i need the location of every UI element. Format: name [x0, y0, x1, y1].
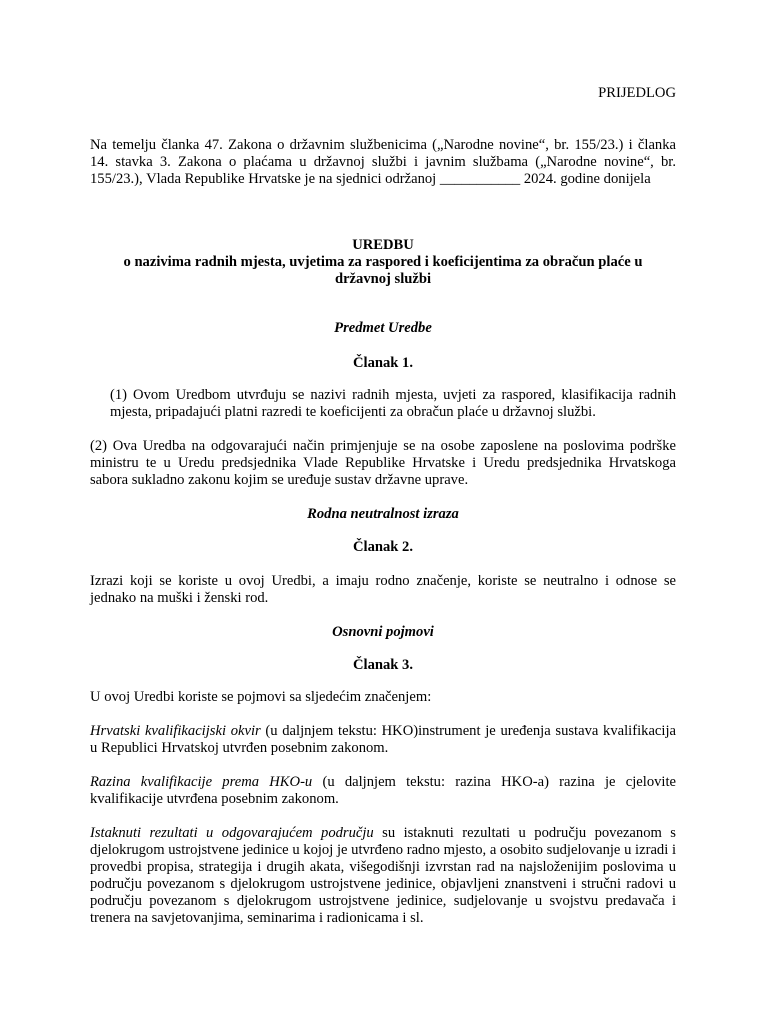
date-blank: ___________: [439, 171, 521, 187]
definition-text: (u daljnjem tekstu: razina HKO-a) razina je cjelovite kvalifikacije utvrđena posebnim zakonom.: [90, 774, 677, 807]
article-paragraph: (2) Ova Uredba na odgovarajući način primjenjuje se na osobe zaposlene na poslovima podrške ministru te u Uredu predsjednika Vlade Republike Hrvatske i Uredu predsjednika Hrvatskoga sabora sukladno zakonu kojim se uređuje sustav državne uprave.: [90, 438, 676, 488]
document-subtitle: o nazivima radnih mjesta, uvjetima za raspored i koeficijentima za obračun plaće u državnoj službi: [123, 254, 643, 287]
definition-term: Razina kvalifikacije prema HKO-u: [90, 774, 313, 790]
proposal-label: PRIJEDLOG: [598, 85, 676, 101]
article-number: Članak 2.: [352, 539, 413, 555]
article-intro: U ovoj Uredbi koriste se pojmovi sa sljedećim značenjem:: [90, 689, 432, 705]
section-heading: Rodna neutralnost izraza: [307, 506, 459, 522]
section-heading: Predmet Uredbe: [334, 320, 432, 336]
preamble: [90, 137, 676, 188]
section-heading: Osnovni pojmovi: [332, 624, 434, 640]
definition: [90, 825, 676, 927]
definition: [90, 723, 676, 757]
definition-text: su istaknuti rezultati u području povezanom s djelokrugom ustrojstvene jedinice u kojoj je utvrđeno radno mjesto, a osobito sudjelovanje u izradi i provedbi propisa, strategija i drugih akata, višegodišnji izvrstan rad na najsloženijim poslovima u području povezanom s djelokrugom ustrojstvene jedinice, objavljeni znanstveni i stručni radovi u području povezanom s djelokrugom ustrojstvene jedinice, sudjelovanje u svojstvu predavača i trenera na savjetovanjima, seminarima i radionicama i sl.: [90, 825, 676, 926]
definition: [90, 774, 676, 808]
preamble-text: Na temelju članka 47. Zakona o državnim službenicima („Narodne novine“, br. 155/23.) i članka 14. stavka 3. Zakona o plaćama u državnoj službi i javnim službama („Narodne novine“, br. 155/23.), Vlada Republike Hrvatske je na sjednici održanoj: [90, 137, 676, 187]
article-paragraph: Izrazi koji se koriste u ovoj Uredbi, a imaju rodno značenje, koriste se neutralno i odnose se jednako na muški i ženski rod.: [90, 573, 676, 606]
definition-text: (u daljnjem tekstu: HKO)instrument je uređenja sustava kvalifikacija u Republici Hrvatskoj utvrđen posebnim zakonom.: [90, 723, 676, 756]
article-paragraph: (1) Ovom Uredbom utvrđuju se nazivi radnih mjesta, uvjeti za raspored, klasifikacija radnih mjesta, pripadajući platni razredi te koeficijenti za obračun plaće u državnoj službi.: [110, 387, 676, 420]
definition-term: Hrvatski kvalifikacijski okvir: [90, 723, 261, 739]
article-number: Članak 3.: [352, 657, 413, 673]
document-title: UREDBU: [352, 237, 414, 253]
article-number: Članak 1.: [352, 355, 413, 371]
document-page: [90, 0, 676, 1024]
definition-term: Istaknuti rezultati u odgovarajućem području: [90, 825, 374, 841]
preamble-end: 2024. godine donijela: [523, 171, 651, 187]
